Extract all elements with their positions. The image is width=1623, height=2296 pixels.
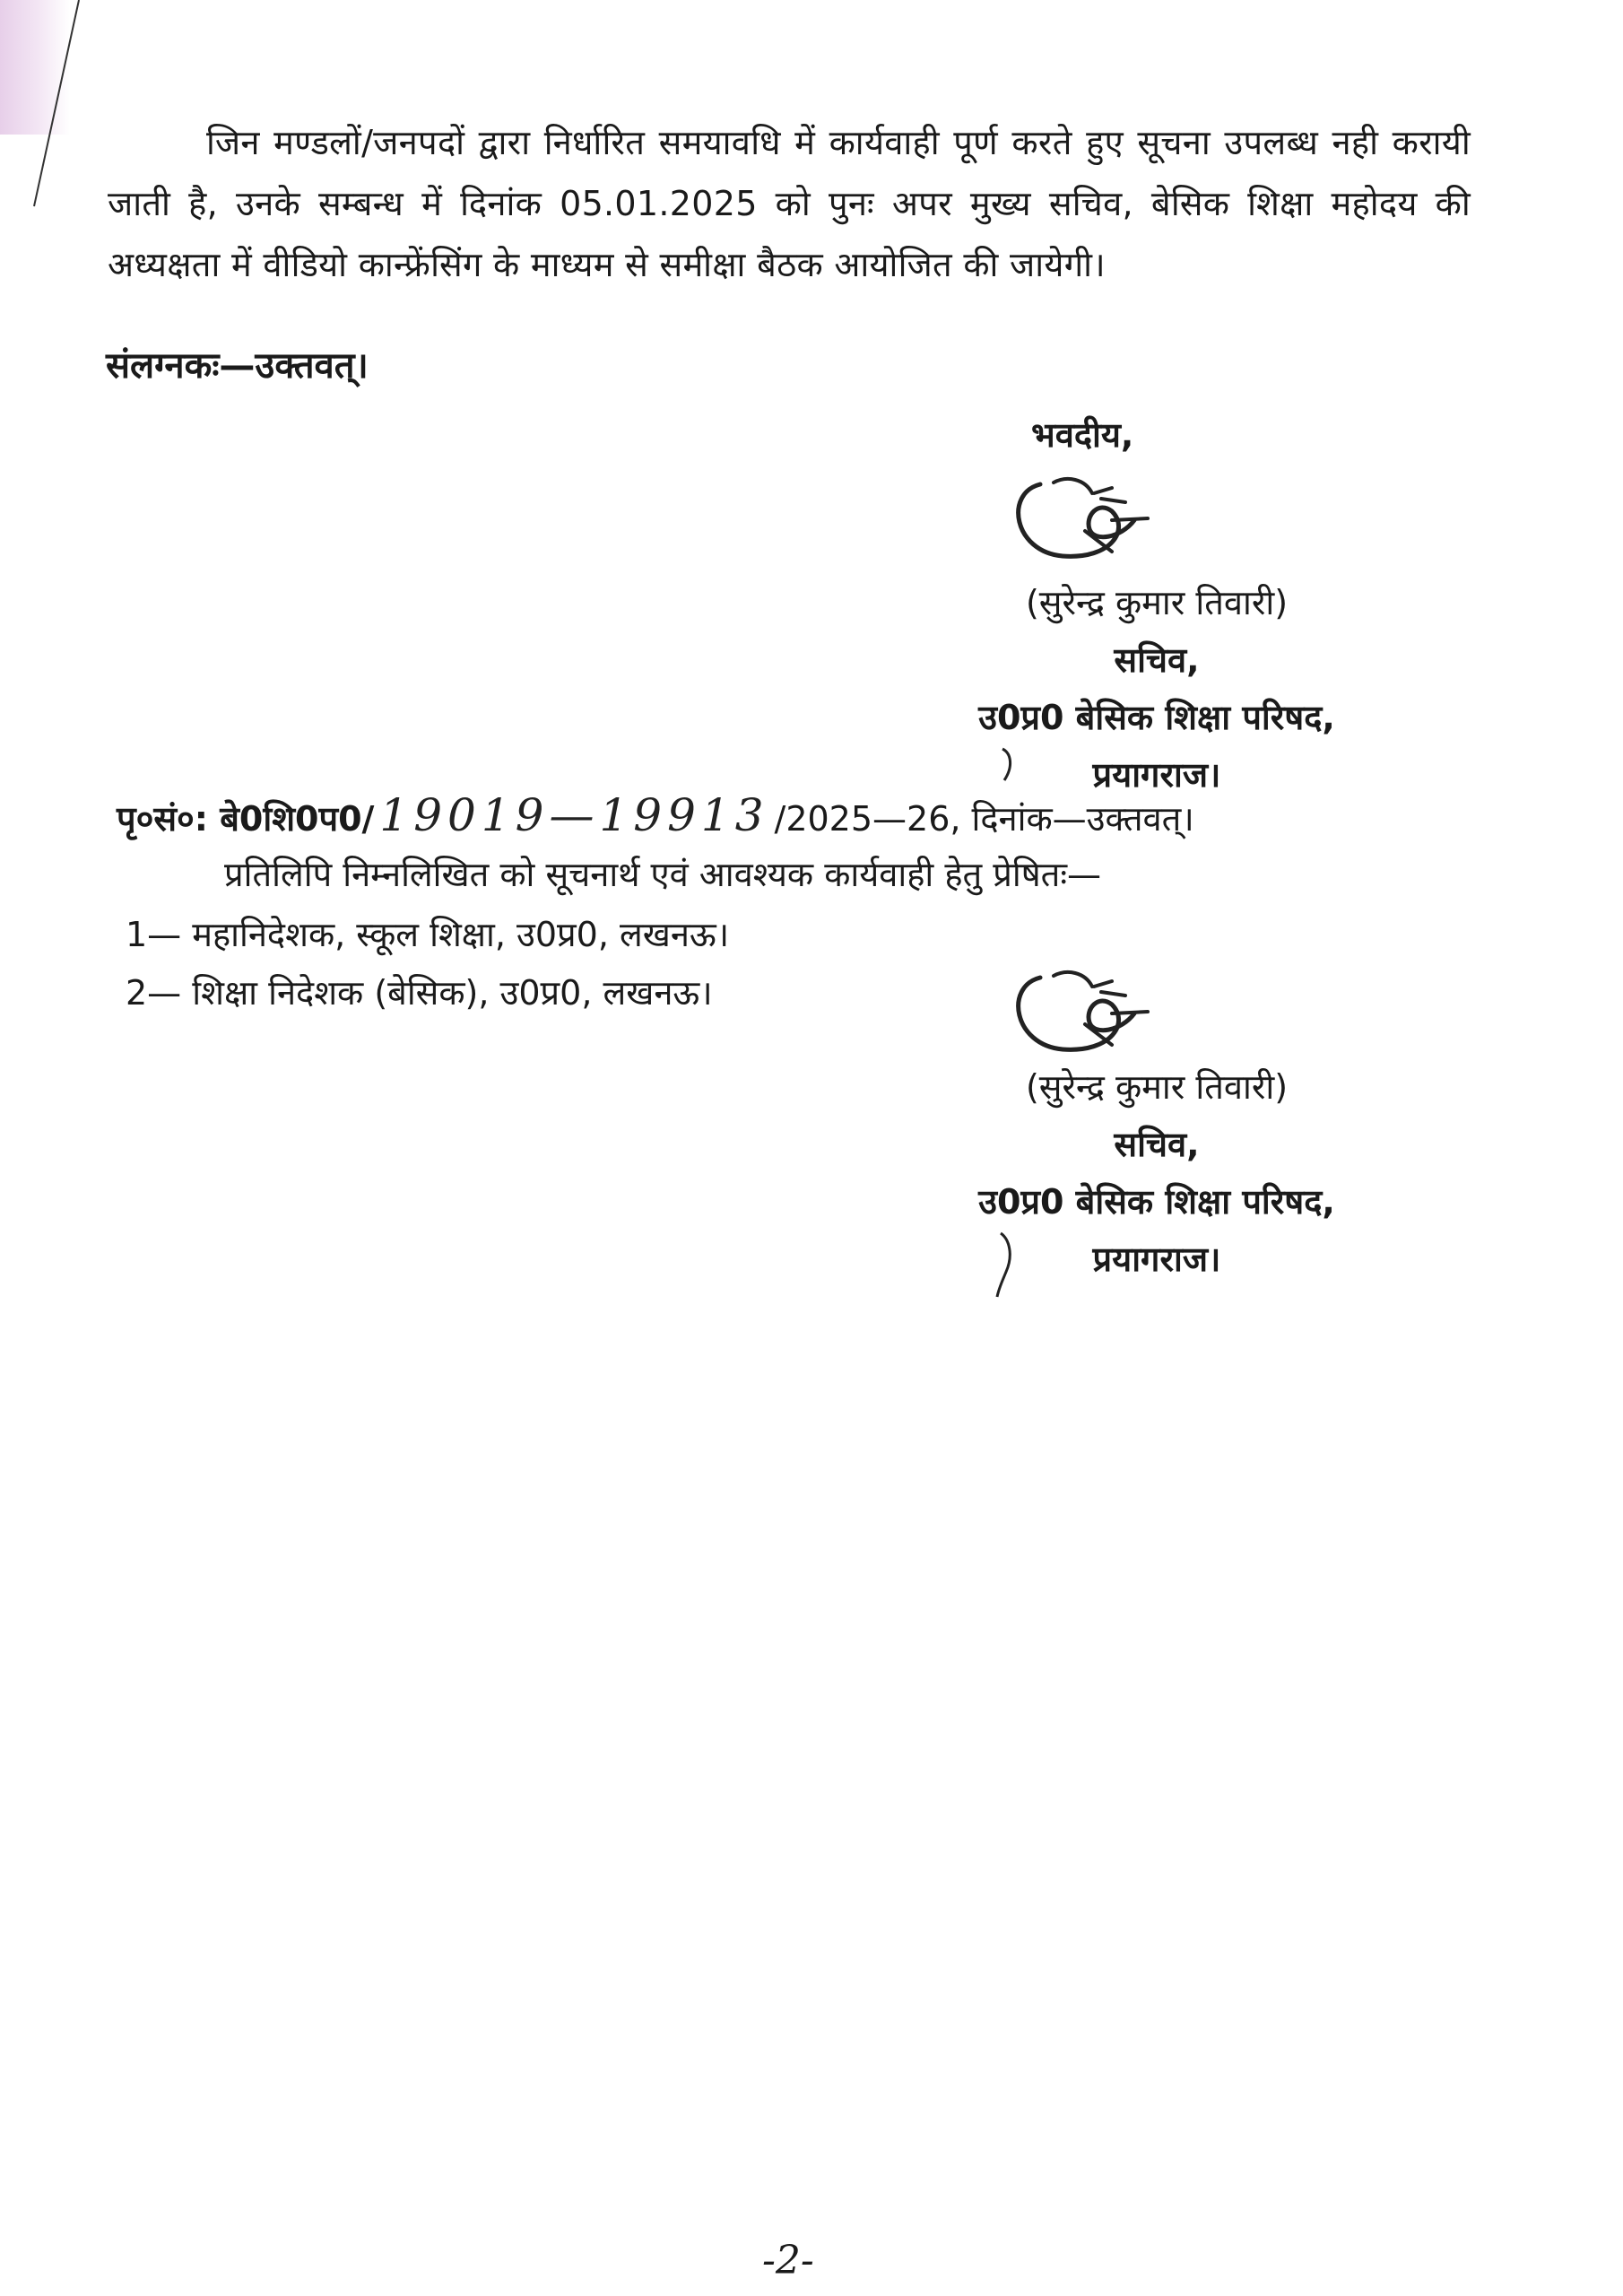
signer-name: (सुरेन्द्र कुमार तिवारी): [1025, 583, 1289, 622]
signer-name: (सुरेन्द्र कुमार तिवारी): [1025, 1067, 1289, 1107]
copy-recipient-2: 2— शिक्षा निदेशक (बेसिक), उ0प्र0, लखनऊ।: [126, 973, 713, 1013]
signer-designation: सचिव,: [1114, 640, 1200, 680]
enclosure-note: संलग्नकः—उक्तवत्।: [106, 345, 369, 387]
city-bracket-mark-2: [994, 1229, 1020, 1300]
signer-city: प्रयागराज।: [1092, 755, 1221, 795]
copy-recipient-1: 1— महानिदेशक, स्कूल शिक्षा, उ0प्र0, लखनऊ।: [126, 915, 730, 954]
signer-office: उ0प्र0 बेसिक शिक्षा परिषद,: [978, 1182, 1335, 1222]
scan-edge-line: [0, 0, 108, 233]
signature-2-details: [906, 1058, 1408, 1288]
signer-designation: सचिव,: [1114, 1125, 1200, 1164]
reference-handwritten-number: 19019—19913: [379, 789, 769, 841]
copy-intro: प्रतिलिपि निम्नलिखित को सूचनार्थ एवं आवश्यक कार्यवाही हेतु प्रेषितः—: [224, 855, 1102, 894]
reference-number: [117, 789, 1194, 841]
signer-city: प्रयागराज।: [1092, 1239, 1221, 1279]
reference-prefix: पृ०सं०: बे0शि0प0/: [117, 799, 375, 839]
signature-1-mark: [977, 466, 1166, 574]
signature-2-mark: [977, 960, 1166, 1067]
city-bracket-mark-1: [995, 744, 1022, 789]
signer-office: उ0प्र0 बेसिक शिक्षा परिषद,: [978, 698, 1335, 737]
signature-1-details: [906, 574, 1408, 804]
body-paragraph: जिन मण्डलों/जनपदों द्वारा निर्धारित समयावधि में कार्यवाही पूर्ण करते हुए सूचना उपलब्ध नही करायी जाती है, उनके सम्बन्ध में दिनांक 05.01.2025 को पुनः अपर मुख्य सचिव, बेसिक शिक्षा महोदय की अध्यक्षता में वीडियो कान्फ्रेंसिंग के माध्यम से समीक्षा बैठक आयोजित की जायेगी।: [108, 123, 1471, 284]
page-number: -2-: [762, 2238, 814, 2283]
closing-salutation: भवदीय,: [1031, 415, 1134, 455]
reference-suffix: /2025—26, दिनांक—उक्तवत्।: [774, 799, 1194, 839]
